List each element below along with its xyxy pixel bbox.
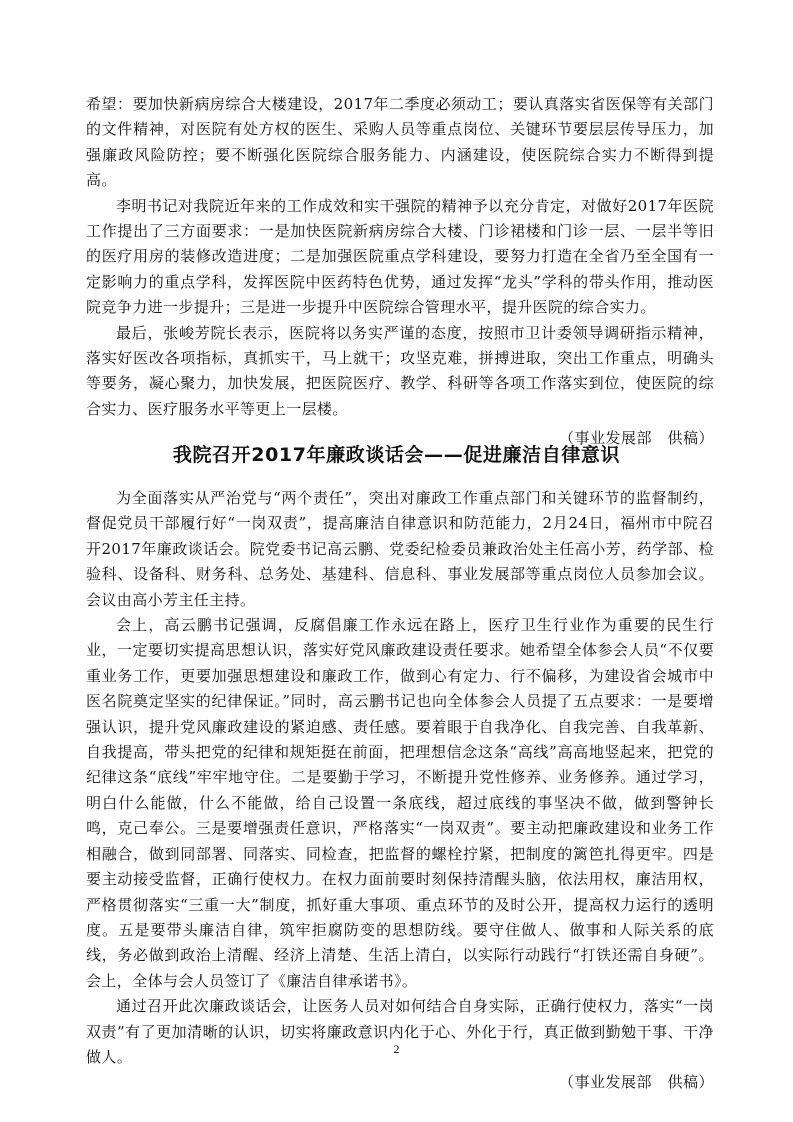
paragraph: 为全面落实从严治党与“两个责任”，突出对廉政工作重点部门和关键环节的监督制约，督促党员干部履行好“一岗双责”，提高廉洁自律意识和防范能力，2月24日，福州市中院召开2017年廉政谈话会。院党委书记高云鹏、党委纪检委员兼政治处主任高小芳，药学部、检验科、设备科、财务科、总务处、基建科、信息科、事业发展部等重点岗位人员参加会议。会议由高小芳主任主持。	[86, 489, 714, 609]
page-body	[86, 92, 714, 452]
paragraph: 通过召开此次廉政谈话会，让医务人员对如何结合自身实际，正确行使权力，落实“一岗双责”有了更加清晰的认识，切实将廉政意识内化于心、外化于行，真正做到勤勉干事、干净做人。	[86, 997, 714, 1066]
source-credit: （事业发展部 供稿）	[558, 1073, 714, 1092]
paragraph: 最后，张峻芳院长表示，医院将以务实严谨的态度，按照市卫计委领导调研指示精神，落实好医改各项指标，真抓实干，马上就干；攻坚克难，拼搏进取，突出工作重点，明确头等要务，凝心聚力，加快发展，把医院医疗、教学、科研等各项工作落实到位，使医院的综合实力、医疗服务水平等更上一层楼。	[86, 323, 714, 418]
section-2	[86, 486, 714, 1096]
article-title: 我院召开2017年廉政谈话会——促进廉洁自律意识	[172, 444, 621, 466]
page-number: 2	[393, 1042, 400, 1056]
source-credit: （事业发展部 供稿）	[558, 429, 714, 448]
section-1	[86, 92, 714, 452]
paragraph: 李明书记对我院近年来的工作成效和实干强院的精神予以充分肯定，对做好2017年医院工作提出了三方面要求：一是加快医院新病房综合大楼、门诊裙楼和门诊一层、一层半等旧的医疗用房的装修改造进度；二是加强医院重点学科建设，要努力打造在全省乃至全国有一定影响力的重点学科，发挥医院中医药特色优势，通过发挥“龙头”学科的带头作用，推动医院竞争力进一步提升；三是进一步提升中医院综合管理水平，提升医院的综合实力。	[86, 196, 714, 317]
paragraph: 希望：要加快新病房综合大楼建设，2017年二季度必须动工；要认真落实省医保等有关部门的文件精神，对医院有处方权的医生、采购人员等重点岗位、关键环节要层层传导压力，加强廉政风险防控；要不断强化医院综合服务能力、内涵建设，使医院综合实力不断得到提高。	[86, 95, 714, 190]
paragraph: 会上，高云鹏书记强调，反腐倡廉工作永远在路上，医疗卫生行业作为重要的民生行业，一定要切实提高思想认识，落实好党风廉政建设责任要求。她希望全体参会人员“不仅要重业务工作，更要加强思想建设和廉政工作，做到心有定力、行不偏移，为建设省会城市中医名院奠定坚实的纪律保证。”同时，高云鹏书记也向全体参会人员提了五点要求：一是要增强认识，提升党风廉政建设的紧迫感、责任感。要着眼于自我净化、自我完善、自我革新、自我提高，带头把党的纪律和规矩挺在前面，把理想信念这条“高线”高高地竖起来，把党的纪律这条“底线”牢牢地守住。二是要勤于学习，不断提升党性修养、业务修养。通过学习，明白什么能做，什么不能做，给自己设置一条底线，超过底线的事坚决不做，做到警钟长鸣，克己奉公。三是要增强责任意识，严格落实“一岗双责”。要主动把廉政建设和业务工作相融合，做到同部署、同落实、同检查，把监督的螺栓拧紧，把制度的篱笆扎得更牢。四是要主动接受监督，正确行使权力。在权力面前要时刻保持清醒头脑，依法用权，廉洁用权，严格贯彻落实“三重一大”制度，抓好重大事项、重点环节的及时公开，提高权力运行的透明度。五是要带头廉洁自律，筑牢拒腐防变的思想防线。要守住做人、做事和人际关系的底线，务必做到政治上清醒、经济上清楚、生活上清白，以实际行动践行“打铁还需自身硬”。会上，全体与会人员签订了《廉洁自律承诺书》。	[86, 616, 714, 990]
